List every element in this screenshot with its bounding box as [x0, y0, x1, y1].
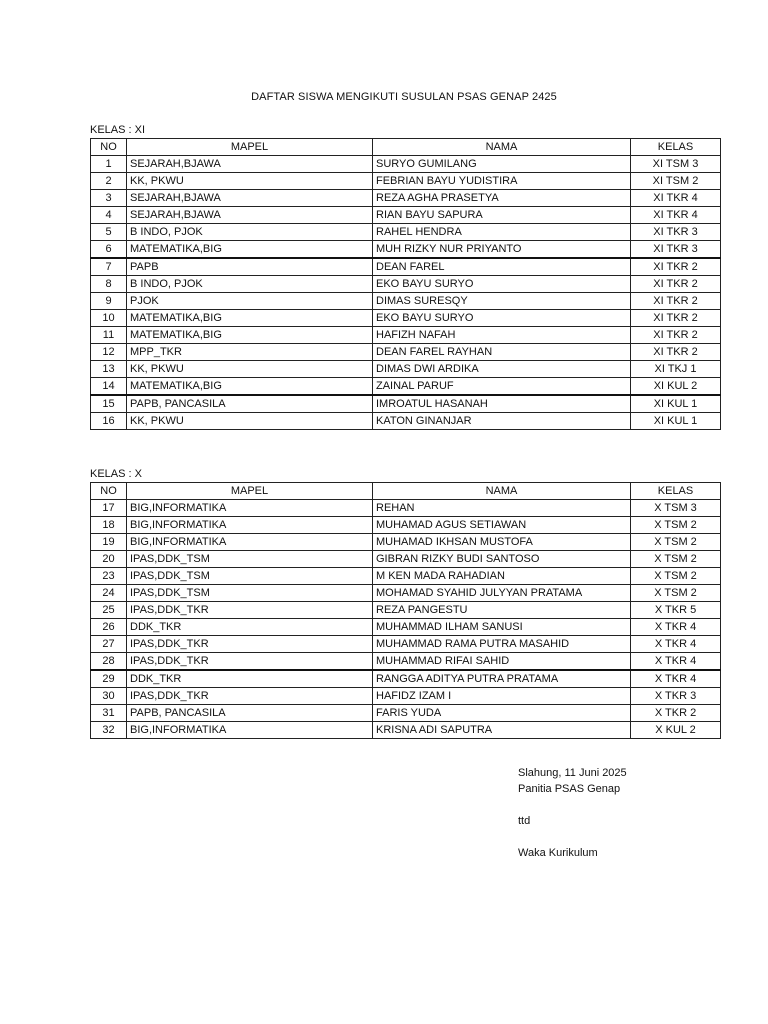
cell-mapel: IPAS,DDK_TSM: [127, 568, 373, 585]
cell-no: 13: [91, 361, 127, 378]
cell-mapel: KK, PKWU: [127, 361, 373, 378]
table-row: [91, 276, 721, 293]
cell-mapel: PAPB, PANCASILA: [127, 705, 373, 722]
cell-nama: DEAN FAREL: [373, 258, 631, 276]
header-kelas: KELAS: [631, 139, 721, 156]
cell-no: 26: [91, 619, 127, 636]
cell-no: 1: [91, 156, 127, 173]
cell-nama: FARIS YUDA: [373, 705, 631, 722]
table-row: [91, 653, 721, 671]
cell-no: 6: [91, 241, 127, 259]
table-row: [91, 551, 721, 568]
cell-mapel: IPAS,DDK_TKR: [127, 636, 373, 653]
header-mapel: MAPEL: [127, 483, 373, 500]
table-body-xi: [91, 156, 721, 430]
table-row: [91, 190, 721, 207]
cell-kelas: X TKR 4: [631, 653, 721, 671]
cell-no: 29: [91, 670, 127, 688]
cell-mapel: BIG,INFORMATIKA: [127, 517, 373, 534]
table-row: [91, 534, 721, 551]
cell-kelas: X TKR 4: [631, 636, 721, 653]
cell-kelas: X TSM 2: [631, 534, 721, 551]
cell-kelas: XI KUL 2: [631, 378, 721, 396]
cell-no: 10: [91, 310, 127, 327]
cell-no: 4: [91, 207, 127, 224]
table-row: [91, 670, 721, 688]
cell-no: 31: [91, 705, 127, 722]
table-row: [91, 688, 721, 705]
cell-mapel: DDK_TKR: [127, 670, 373, 688]
cell-no: 8: [91, 276, 127, 293]
table-row: [91, 395, 721, 413]
cell-nama: MUHAMMAD ILHAM SANUSI: [373, 619, 631, 636]
cell-no: 3: [91, 190, 127, 207]
cell-nama: MUHAMAD IKHSAN MUSTOFA: [373, 534, 631, 551]
cell-kelas: XI TKR 4: [631, 190, 721, 207]
cell-mapel: MATEMATIKA,BIG: [127, 310, 373, 327]
cell-kelas: XI TKR 4: [631, 207, 721, 224]
cell-kelas: X TKR 3: [631, 688, 721, 705]
cell-no: 20: [91, 551, 127, 568]
table-row: [91, 293, 721, 310]
table-row: [91, 705, 721, 722]
cell-nama: SURYO GUMILANG: [373, 156, 631, 173]
cell-nama: REHAN: [373, 500, 631, 517]
cell-no: 9: [91, 293, 127, 310]
table-header-row: [91, 483, 721, 500]
section-label-xi: KELAS : XI: [90, 124, 146, 136]
document-title: DAFTAR SISWA MENGIKUTI SUSULAN PSAS GENAP 2425: [251, 91, 557, 103]
cell-no: 14: [91, 378, 127, 396]
table-row: [91, 517, 721, 534]
signature-committee: Panitia PSAS Genap: [518, 783, 621, 795]
header-no: NO: [91, 139, 127, 156]
cell-kelas: XI TKR 2: [631, 258, 721, 276]
cell-mapel: SEJARAH,BJAWA: [127, 207, 373, 224]
table-row: [91, 636, 721, 653]
table-row: [91, 224, 721, 241]
header-no: NO: [91, 483, 127, 500]
cell-no: 32: [91, 722, 127, 739]
table-row: [91, 344, 721, 361]
cell-no: 11: [91, 327, 127, 344]
table-row: [91, 602, 721, 619]
cell-mapel: SEJARAH,BJAWA: [127, 190, 373, 207]
cell-nama: FEBRIAN BAYU YUDISTIRA: [373, 173, 631, 190]
cell-kelas: XI KUL 1: [631, 413, 721, 430]
cell-nama: MUHAMAD AGUS SETIAWAN: [373, 517, 631, 534]
cell-mapel: IPAS,DDK_TSM: [127, 551, 373, 568]
cell-mapel: DDK_TKR: [127, 619, 373, 636]
cell-no: 23: [91, 568, 127, 585]
table-row: [91, 156, 721, 173]
cell-mapel: PJOK: [127, 293, 373, 310]
cell-kelas: XI TKR 2: [631, 327, 721, 344]
cell-nama: REZA AGHA PRASETYA: [373, 190, 631, 207]
cell-kelas: X TKR 4: [631, 619, 721, 636]
cell-nama: GIBRAN RIZKY BUDI SANTOSO: [373, 551, 631, 568]
table-row: [91, 619, 721, 636]
table-kelas-x: [90, 482, 721, 739]
cell-nama: HAFIDZ IZAM I: [373, 688, 631, 705]
cell-mapel: MATEMATIKA,BIG: [127, 378, 373, 396]
cell-no: 17: [91, 500, 127, 517]
cell-mapel: BIG,INFORMATIKA: [127, 722, 373, 739]
cell-nama: DIMAS SURESQY: [373, 293, 631, 310]
cell-nama: REZA PANGESTU: [373, 602, 631, 619]
table-row: [91, 500, 721, 517]
signature-ttd: ttd: [518, 815, 531, 827]
cell-kelas: XI TKR 3: [631, 241, 721, 259]
cell-kelas: X TSM 3: [631, 500, 721, 517]
cell-kelas: X TSM 2: [631, 568, 721, 585]
cell-no: 24: [91, 585, 127, 602]
cell-kelas: XI TKR 2: [631, 310, 721, 327]
cell-no: 27: [91, 636, 127, 653]
cell-mapel: SEJARAH,BJAWA: [127, 156, 373, 173]
cell-mapel: PAPB, PANCASILA: [127, 395, 373, 413]
table-kelas-xi: [90, 138, 721, 430]
cell-nama: HAFIZH NAFAH: [373, 327, 631, 344]
table-row: [91, 310, 721, 327]
cell-kelas: X TSM 2: [631, 517, 721, 534]
signature-role: Waka Kurikulum: [518, 847, 598, 859]
cell-mapel: IPAS,DDK_TKR: [127, 653, 373, 671]
table-row: [91, 173, 721, 190]
cell-nama: EKO BAYU SURYO: [373, 310, 631, 327]
cell-no: 2: [91, 173, 127, 190]
cell-mapel: B INDO, PJOK: [127, 224, 373, 241]
section-label-x: KELAS : X: [90, 468, 142, 480]
cell-kelas: X KUL 2: [631, 722, 721, 739]
header-nama: NAMA: [373, 139, 631, 156]
cell-nama: DEAN FAREL RAYHAN: [373, 344, 631, 361]
cell-no: 5: [91, 224, 127, 241]
cell-nama: ZAINAL PARUF: [373, 378, 631, 396]
table-row: [91, 207, 721, 224]
header-nama: NAMA: [373, 483, 631, 500]
cell-kelas: XI TKJ 1: [631, 361, 721, 378]
cell-mapel: BIG,INFORMATIKA: [127, 534, 373, 551]
cell-nama: KRISNA ADI SAPUTRA: [373, 722, 631, 739]
cell-nama: M KEN MADA RAHADIAN: [373, 568, 631, 585]
cell-kelas: XI TSM 3: [631, 156, 721, 173]
cell-nama: MUH RIZKY NUR PRIYANTO: [373, 241, 631, 259]
cell-kelas: XI TKR 2: [631, 293, 721, 310]
header-mapel: MAPEL: [127, 139, 373, 156]
cell-mapel: IPAS,DDK_TKR: [127, 602, 373, 619]
cell-no: 25: [91, 602, 127, 619]
cell-no: 19: [91, 534, 127, 551]
table-row: [91, 258, 721, 276]
cell-kelas: XI TSM 2: [631, 173, 721, 190]
table-row: [91, 361, 721, 378]
cell-nama: EKO BAYU SURYO: [373, 276, 631, 293]
table-row: [91, 722, 721, 739]
cell-no: 7: [91, 258, 127, 276]
cell-mapel: MATEMATIKA,BIG: [127, 241, 373, 259]
cell-kelas: X TKR 2: [631, 705, 721, 722]
cell-mapel: KK, PKWU: [127, 173, 373, 190]
signature-place-date: Slahung, 11 Juni 2025: [518, 767, 627, 779]
cell-nama: RAHEL HENDRA: [373, 224, 631, 241]
cell-mapel: MPP_TKR: [127, 344, 373, 361]
cell-nama: IMROATUL HASANAH: [373, 395, 631, 413]
cell-nama: RANGGA ADITYA PUTRA PRATAMA: [373, 670, 631, 688]
cell-mapel: BIG,INFORMATIKA: [127, 500, 373, 517]
cell-nama: RIAN BAYU SAPURA: [373, 207, 631, 224]
cell-no: 18: [91, 517, 127, 534]
header-kelas: KELAS: [631, 483, 721, 500]
cell-mapel: KK, PKWU: [127, 413, 373, 430]
cell-kelas: X TSM 2: [631, 585, 721, 602]
table-row: [91, 241, 721, 259]
cell-kelas: XI KUL 1: [631, 395, 721, 413]
cell-kelas: XI TKR 3: [631, 224, 721, 241]
table-row: [91, 413, 721, 430]
table-body-x: [91, 500, 721, 739]
cell-kelas: XI TKR 2: [631, 276, 721, 293]
table-row: [91, 378, 721, 396]
cell-no: 28: [91, 653, 127, 671]
cell-no: 30: [91, 688, 127, 705]
cell-mapel: PAPB: [127, 258, 373, 276]
table-row: [91, 568, 721, 585]
cell-no: 12: [91, 344, 127, 361]
table-row: [91, 585, 721, 602]
cell-mapel: IPAS,DDK_TKR: [127, 688, 373, 705]
cell-mapel: IPAS,DDK_TSM: [127, 585, 373, 602]
cell-mapel: MATEMATIKA,BIG: [127, 327, 373, 344]
table-row: [91, 327, 721, 344]
cell-kelas: X TKR 4: [631, 670, 721, 688]
cell-kelas: X TKR 5: [631, 602, 721, 619]
table-header-row: [91, 139, 721, 156]
cell-kelas: XI TKR 2: [631, 344, 721, 361]
cell-no: 16: [91, 413, 127, 430]
cell-nama: MUHAMMAD RAMA PUTRA MASAHID: [373, 636, 631, 653]
cell-kelas: X TSM 2: [631, 551, 721, 568]
cell-nama: KATON GINANJAR: [373, 413, 631, 430]
cell-nama: MUHAMMAD RIFAI SAHID: [373, 653, 631, 671]
cell-nama: MOHAMAD SYAHID JULYYAN PRATAMA: [373, 585, 631, 602]
cell-mapel: B INDO, PJOK: [127, 276, 373, 293]
cell-nama: DIMAS DWI ARDIKA: [373, 361, 631, 378]
cell-no: 15: [91, 395, 127, 413]
